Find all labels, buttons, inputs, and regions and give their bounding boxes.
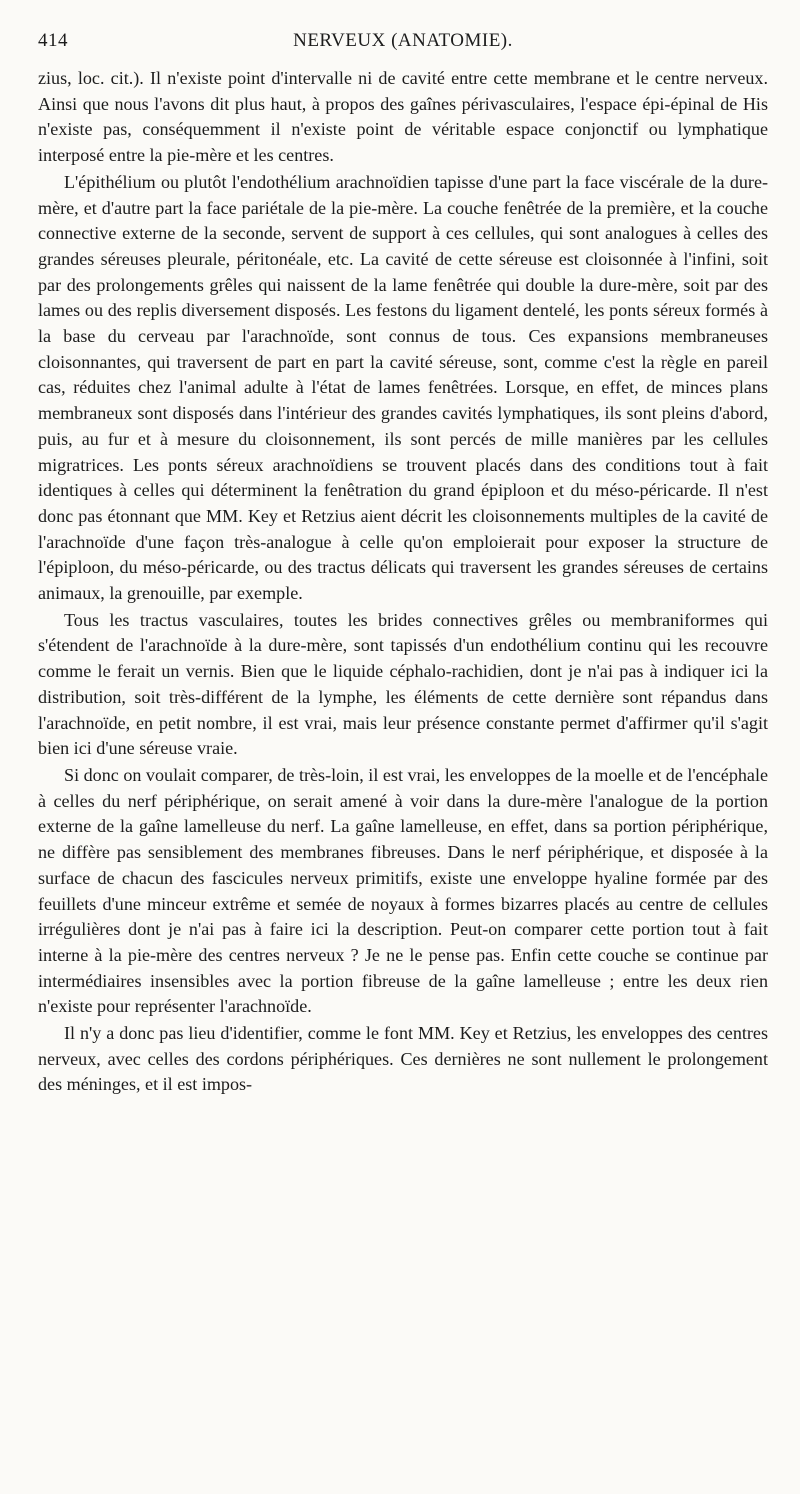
paragraph-continued: zius, loc. cit.). Il n'existe point d'intervalle ni de cavité entre cette membrane et le centre nerveux. Ainsi que nous l'avons dit plus haut, à propos des gaînes périvasculaires, l'espace épi-épinal de His n'existe pas, conséquemment il n'existe point de véritable espace conjonctif ou lymphatique interposé entre la pie-mère et les centres. — [38, 68, 768, 166]
paragraph: Si donc on voulait comparer, de très-loin, il est vrai, les enveloppes de la moelle et de l'encéphale à celles du nerf périphérique, on serait amené à voir dans la dure-mère l'analogue de la portion externe de la gaîne lamelleuse du nerf. La gaîne lamelleuse, en effet, dans sa portion périphérique, ne diffère pas sensiblement des membranes fibreuses. Dans le nerf périphérique, et disposée à la surface de chacun des fascicules nerveux primitifs, existe une enveloppe hyaline formée par des feuillets d'une minceur extrême et semée de noyaux à formes bizarres placés au centre de cellules irrégulières dont je n'ai pas à faire ici la description. Peut-on comparer cette portion tout à fait interne à la pie-mère des centres nerveux ? Je ne le pense pas. Enfin cette couche se continue par intermédiaires insensibles avec la portion fibreuse de la gaîne lamelleuse ; entre les deux rien n'existe pour représenter l'arachnoïde. — [38, 764, 768, 1017]
paragraph: Tous les tractus vasculaires, toutes les brides connectives grêles ou membraniformes qui s'étendent de l'arachnoïde à la dure-mère, sont tapissés d'un endothélium continu qui les recouvre comme le ferait un vernis. Bien que le liquide céphalo-rachidien, dont je n'ai pas à indiquer ici la distribution, soit très-différent de la lymphe, les éléments de cette dernière sont répandus dans l'arachnoïde, en petit nombre, il est vrai, mais leur présence constante permet d'affirmer qu'il s'agit bien ici d'une séreuse vraie. — [38, 609, 768, 759]
page-header — [38, 30, 768, 60]
body-text — [38, 66, 768, 1098]
page-number: 414 — [38, 30, 68, 51]
paragraph: Il n'y a donc pas lieu d'identifier, comme le font MM. Key et Retzius, les enveloppes des centres nerveux, avec celles des cordons périphériques. Ces dernières ne sont nullement le prolongement des méninges, et il est impos- — [38, 1023, 768, 1095]
paragraph: L'épithélium ou plutôt l'endothélium arachnoïdien tapisse d'une part la face viscérale de la dure-mère, et d'autre part la face pariétale de la pie-mère. La couche fenêtrée de la première, et la couche connective externe de la seconde, servent de support à ces cellules, qui sont analogues à celles des grandes séreuses pleurale, péritonéale, etc. La cavité de cette séreuse est cloisonnée à l'infini, soit par des prolongements grêles qui naissent de la lame fenêtrée qui double la dure-mère, soit par des lames ou des replis diversement disposés. Les festons du ligament dentelé, les ponts séreux formés à la base du cerveau par l'arachnoïde, sont connus de tous. Ces expansions membraneuses cloisonnantes, qui traversent de part en part la cavité séreuse, sont, comme c'est la règle en pareil cas, réduites chez l'animal adulte à l'état de lames fenêtrées. Lorsque, en effet, de minces plans membraneux sont disposés dans l'intérieur des grandes cavités lymphatiques, ils sont pleins d'abord, puis, au fur et à mesure du cloisonnement, ils sont percés de mille manières par les cellules migratrices. Les ponts séreux arachnoïdiens se trouvent placés dans des conditions tout à fait identiques à celles qui déterminent la fenêtration du grand épiploon et du méso-péricarde. Il n'est donc pas étonnant que MM. Key et Retzius aient décrit les cloisonnements multiples de la cavité de l'arachnoïde d'une façon très-analogue à celle qu'on emploierait pour exposer la structure de l'épiploon, du méso-péricarde, ou des tractus délicats qui traversent les grandes séreuses de certains animaux, la grenouille, par exemple. — [38, 171, 768, 604]
running-title: NERVEUX (ANATOMIE). — [293, 30, 513, 51]
